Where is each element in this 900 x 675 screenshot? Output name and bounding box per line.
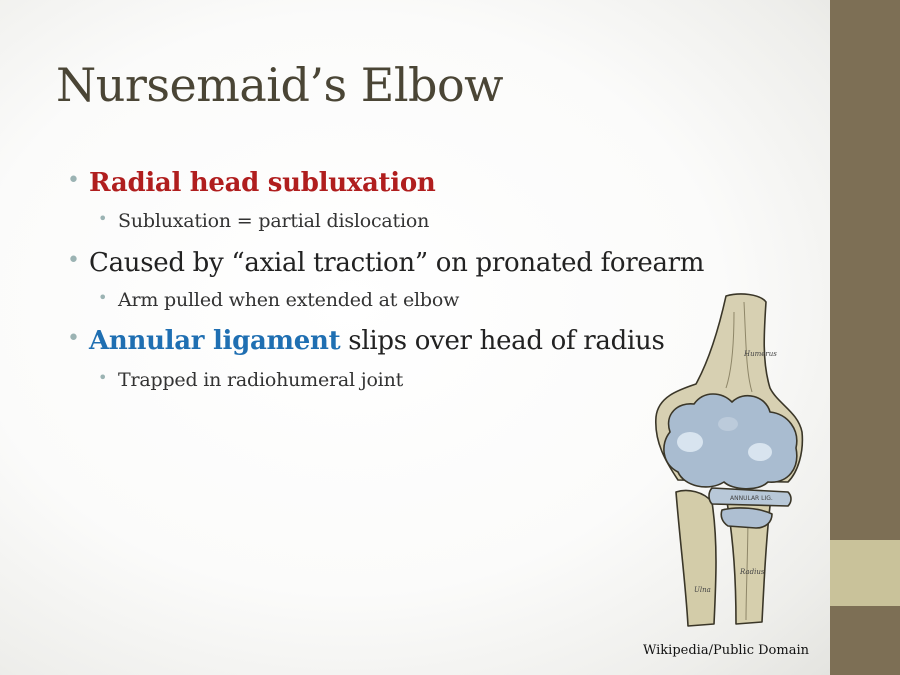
bullet-text: [89, 168, 436, 198]
humerus-label: Humerus: [744, 350, 777, 358]
bullet-3: [67, 326, 665, 356]
radius-label: Radius: [740, 568, 765, 576]
sub-bullet-3: [98, 368, 404, 391]
bullet-text: Arm pulled when extended at elbow: [118, 289, 460, 311]
slide-title: Nursemaid’s Elbow: [56, 58, 504, 112]
bullet-dot: •: [67, 248, 80, 273]
annular-ligament-label: ANNULAR LIG.: [730, 495, 773, 502]
bullet-dot: •: [67, 168, 80, 193]
bullet-1: [67, 168, 436, 198]
bullet-text: Caused by “axial traction” on pronated forearm: [89, 248, 705, 278]
elbow-anatomy-illustration: [648, 292, 806, 630]
bullet-text: [89, 326, 664, 356]
bullet-text-tail: slips over head of radius: [340, 326, 665, 356]
sidebar-accent-block: [830, 540, 900, 606]
emphasis-text: Radial head subluxation: [89, 168, 436, 198]
bullet-2: [67, 248, 705, 278]
emphasis-text: Annular ligament: [89, 326, 341, 356]
sidebar-panel-bottom: [830, 606, 900, 675]
bullet-dot: •: [67, 326, 80, 351]
bullet-dot: •: [98, 368, 108, 387]
sub-bullet-1: [98, 209, 430, 232]
bullet-dot: •: [98, 209, 108, 228]
bullet-text: Trapped in radiohumeral joint: [118, 369, 404, 391]
sub-bullet-2: [98, 288, 460, 311]
image-credit: Wikipedia/Public Domain: [643, 643, 809, 658]
bullet-dot: •: [98, 288, 108, 307]
bullet-text: Subluxation = partial dislocation: [118, 210, 430, 232]
ulna-label: Ulna: [694, 586, 711, 594]
sidebar-panel-top: [830, 0, 900, 540]
